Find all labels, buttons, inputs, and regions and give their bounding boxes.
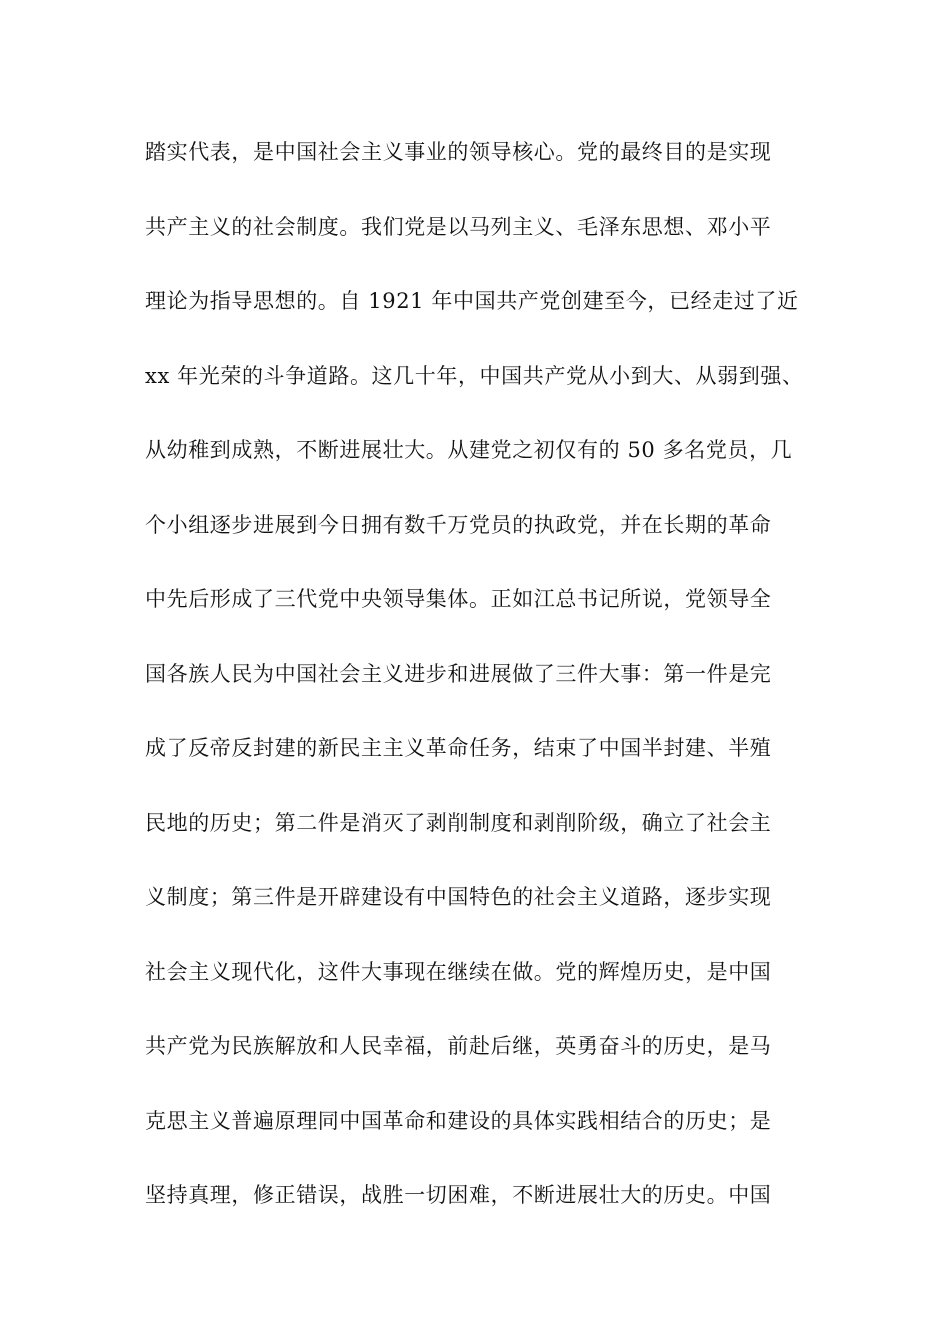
text-line-9: 成了反帝反封建的新民主主义革命任务，结束了中国半封建、半殖 <box>145 736 772 760</box>
text-line-2: 共产主义的社会制度。我们党是以马列主义、毛泽东思想、邓小平 <box>145 214 772 239</box>
text-line-8: 国各族人民为中国社会主义进步和进展做了三件大事：第一件是完 <box>145 661 772 686</box>
text-line-14: 克思主义普遍原理同中国革命和建设的具体实践相结合的历史；是 <box>145 1108 772 1133</box>
body-text <box>145 132 825 1250</box>
text-line-15: 坚持真理，修正错误，战胜一切困难，不断进展壮大的历史。中国 <box>145 1183 772 1207</box>
text-line-6: 个小组逐步进展到今日拥有数千万党员的执政党，并在长期的革命 <box>145 512 772 537</box>
text-line-7: 中先后形成了三代党中央领导集体。正如江总书记所说，党领导全 <box>145 587 772 611</box>
text-line-4: xx 年光荣的斗争道路。这几十年，中国共产党从小到大、从弱到强、 <box>145 363 804 388</box>
text-line-11: 义制度；第三件是开辟建设有中国特色的社会主义道路，逐步实现 <box>145 885 772 909</box>
text-line-5: 从幼稚到成熟，不断进展壮大。从建党之初仅有的 50 多名党员，几 <box>145 438 793 462</box>
text-line-1: 踏实代表，是中国社会主义事业的领导核心。党的最终目的是实现 <box>145 140 772 164</box>
text-line-3: 理论为指导思想的。自 1921 年中国共产党创建至今，已经走过了近 <box>145 289 799 313</box>
text-line-12: 社会主义现代化，这件大事现在继续在做。党的辉煌历史，是中国 <box>145 959 772 984</box>
text-line-10: 民地的历史；第二件是消灭了剥削制度和剥削阶级，确立了社会主 <box>145 810 772 835</box>
text-line-13: 共产党为民族解放和人民幸福，前赴后继，英勇奋斗的历史，是马 <box>145 1034 772 1058</box>
